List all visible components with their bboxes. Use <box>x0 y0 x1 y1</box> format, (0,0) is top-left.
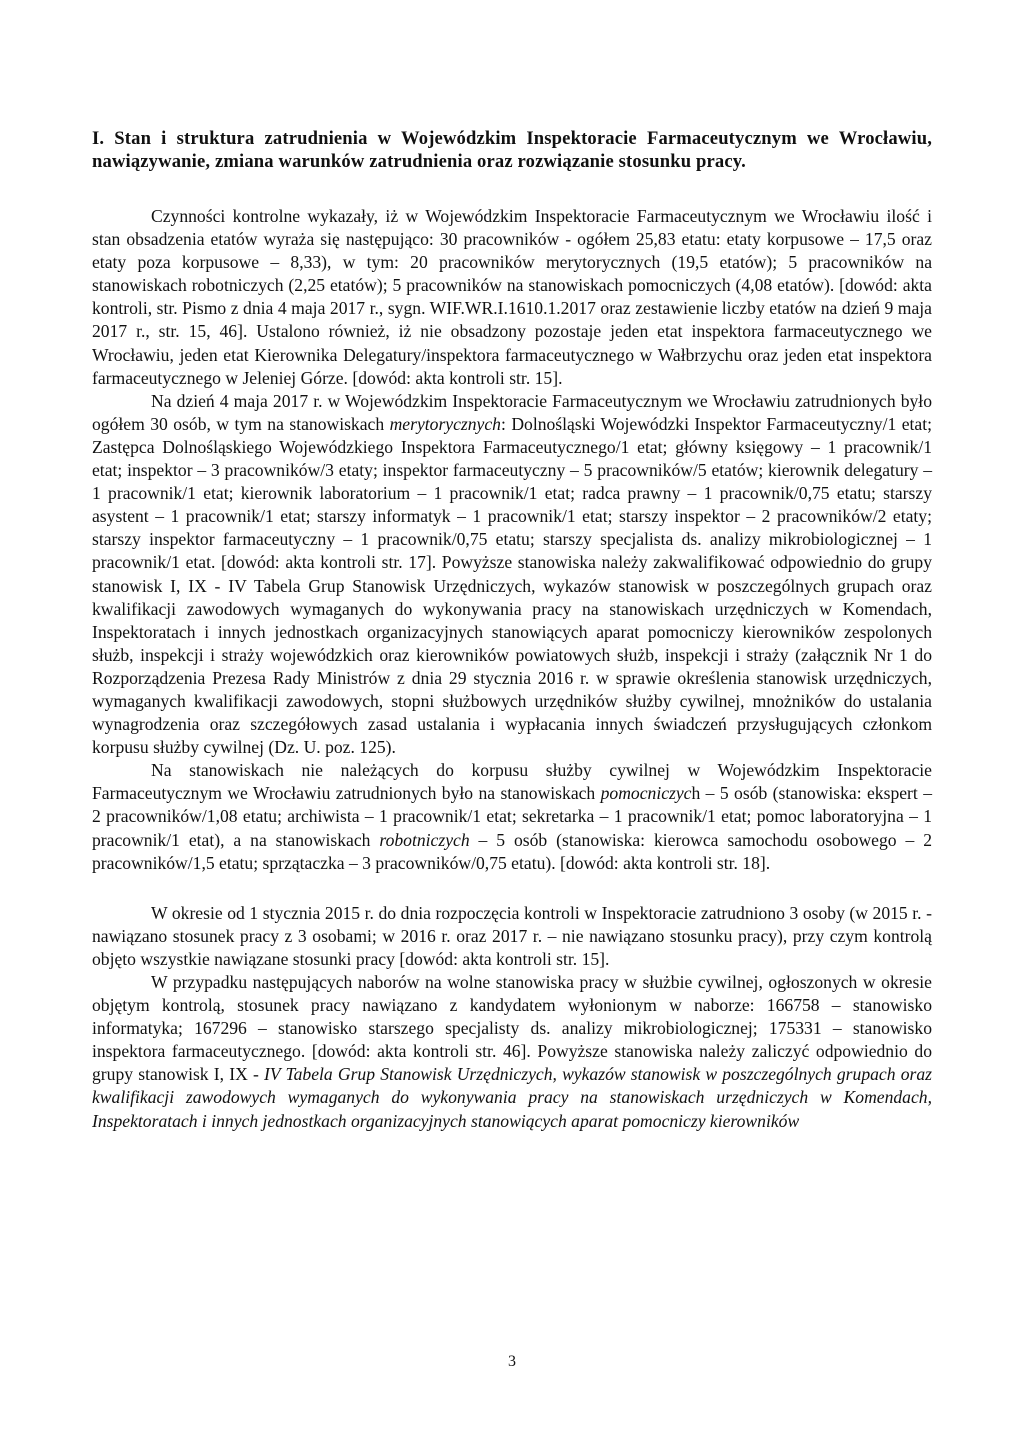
paragraph-text: Na stanowiskach nie należących do korpusu służby cywilnej w Wojewódzkim Inspektoracie Farmaceutycznym we Wrocławiu zatrudnionych było na stanowiskach <box>92 760 932 804</box>
paragraph-non-civil-service-positions <box>92 759 932 874</box>
italic-term: robotniczych <box>379 829 470 850</box>
paragraph-staffing-overview: Czynności kontrolne wykazały, iż w Wojewódzkim Inspektoracie Farmaceutycznym we Wrocławiu ilość i stan obsadzenia etatów wyraża się następująco: 30 pracowników - ogółem 25,83 etatu: etaty korpusowe – 17,5 oraz etaty poza korpusowe – 8,33), w tym: 20 pracowników merytorycznych (19,5 etatów); 5 pracowników na stanowiskach robotniczych (2,25 etatów); 5 pracowników na stanowiskach pomocniczych (4,08 etatów). [dowód: akta kontroli, str. Pismo z dnia 4 maja 2017 r., sygn. WIF.WR.I.1610.1.2017 oraz zestawienie liczby etatów na dzień 9 maja 2017 r., str. 15, 46]. Ustalono również, iż nie obsadzony pozostaje jeden etat inspektora farmaceutycznego we Wrocławiu, jeden etat Kierownika Delegatury/inspektora farmaceutycznego w Wałbrzychu oraz jeden etat inspektora farmaceutycznego w Jeleniej Górze. [dowód: akta kontroli str. 15]. <box>92 206 932 388</box>
paragraph-text: Na dzień 4 maja 2017 r. w Wojewódzkim Inspektoracie Farmaceutycznym we Wrocławiu zatrudnionych było ogółem 30 osób, w tym na stanowiskach <box>92 390 932 434</box>
italic-term: pomocniczyc <box>600 783 692 804</box>
document-body <box>92 205 932 1133</box>
paragraph-recruitment <box>92 971 932 1133</box>
italic-term: merytorycznych <box>389 413 501 434</box>
document-page <box>92 0 932 1133</box>
paragraph-text: W przypadku następujących naborów na wolne stanowiska pracy w służbie cywilnej, ogłoszonych w okresie objętym kontrolą, stosunek pracy nawiązano z kandydatem wyłonionym w naborze: 166758 – stanowisko informatyka; 167296 – stanowisko starszego specjalisty ds. analizy mikrobiologicznej; 175331 – stanowisko inspektora farmaceutycznego. [dowód: akta kontroli str. 46]. Powyższe stanowiska należy zaliczyć odpowiednio do grupy stanowisk I, IX - <box>92 972 932 1085</box>
paragraph-text: : Dolnośląski Wojewódzki Inspektor Farmaceutyczny/1 etat; Zastępca Dolnośląskiego Wojewódzkiego Inspektora Farmaceutycznego/1 etat; główny księgowy – 1 pracownik/1 etat; inspektor – 3 pracowników/3 etaty; inspektor farmaceutyczny – 5 pracowników/5 etatów; kierownik delegatury – 1 pracownik/1 etat; kierownik laboratorium – 1 pracownik/1 etat; radca prawny – 1 pracownik/0,75 etatu; starszy asystent – 1 pracownik/1 etat; starszy informatyk – 1 pracownik/1 etat; starszy inspektor – 2 pracowników/2 etaty; starszy inspektor farmaceutyczny – 1 pracownik/0,75 etatu; starszy specjalista ds. analizy mikrobiologicznej – 1 pracownik/1 etat. [dowód: akta kontroli str. 17]. Powyższe stanowiska należy zakwalifikować odpowiednio do grupy stanowisk I, IX - IV Tabela Grup Stanowisk Urzędniczych, wykazów stanowisk w poszczególnych grupach oraz kwalifikacji zawodowych wymaganych do wykonywania pracy na stanowiskach urzędniczych w Komendach, Inspektoratach i innych jednostkach organizacyjnych stanowiących aparat pomocniczy kierowników zespolonych służb, inspekcji i straży wojewódzkich oraz kierowników powiatowych służb, inspekcji i straży (załącznik Nr 1 do Rozporządzenia Prezesa Rady Ministrów z dnia 29 stycznia 2016 r. w sprawie określenia stanowisk urzędniczych, wymaganych kwalifikacji zawodowych, stopni służbowych urzędników służby cywilnej, mnożników do ustalania wynagrodzenia oraz szczegółowych zasad ustalania i wypłacania innych świadczeń przysługujących członkom korpusu służby cywilnej (Dz. U. poz. 125). <box>92 413 932 758</box>
italic-citation: IV Tabela Grup Stanowisk Urzędniczych, wykazów stanowisk w poszczególnych grupach oraz kwalifikacji zawodowych wymaganych do wykonywania pracy na stanowiskach urzędniczych w Komendach, Inspektoratach i innych jednostkach organizacyjnych stanowiących aparat pomocniczy kierowników <box>92 1064 932 1131</box>
page-number: 3 <box>508 1353 516 1370</box>
section-heading: I. Stan i struktura zatrudnienia w Wojewódzkim Inspektoracie Farmaceutycznym we Wrocławiu, nawiązywanie, zmiana warunków zatrudnienia oraz rozwiązanie stosunku pracy. <box>92 128 932 172</box>
paragraph-hiring-period: W okresie od 1 stycznia 2015 r. do dnia rozpoczęcia kontroli w Inspektoracie zatrudniono 3 osoby (w 2015 r. - nawiązano stosunek pracy z 3 osobami; w 2016 r. oraz 2017 r. – nie nawiązano stosunku pracy), przy czym kontrolą objęto wszystkie nawiązane stosunki pracy [dowód: akta kontroli str. 15]. <box>92 902 932 969</box>
paragraph-text: – 5 osób (stanowiska: kierowca samochodu osobowego – 2 pracowników/1,5 etatu; sprzątaczka – 3 pracowników/0,75 etatu). [dowód: akta kontroli str. 18]. <box>92 829 932 873</box>
paragraph-text: h – 5 osób (stanowiska: ekspert – 2 pracowników/1,08 etatu; archiwista – 1 pracownik/1 etat; sekretarka – 1 pracownik/1 etat; pomoc laboratoryjna – 1 pracownik/1 etat), a na stanowiskach <box>92 783 932 850</box>
paragraph-substantive-positions <box>92 390 932 760</box>
